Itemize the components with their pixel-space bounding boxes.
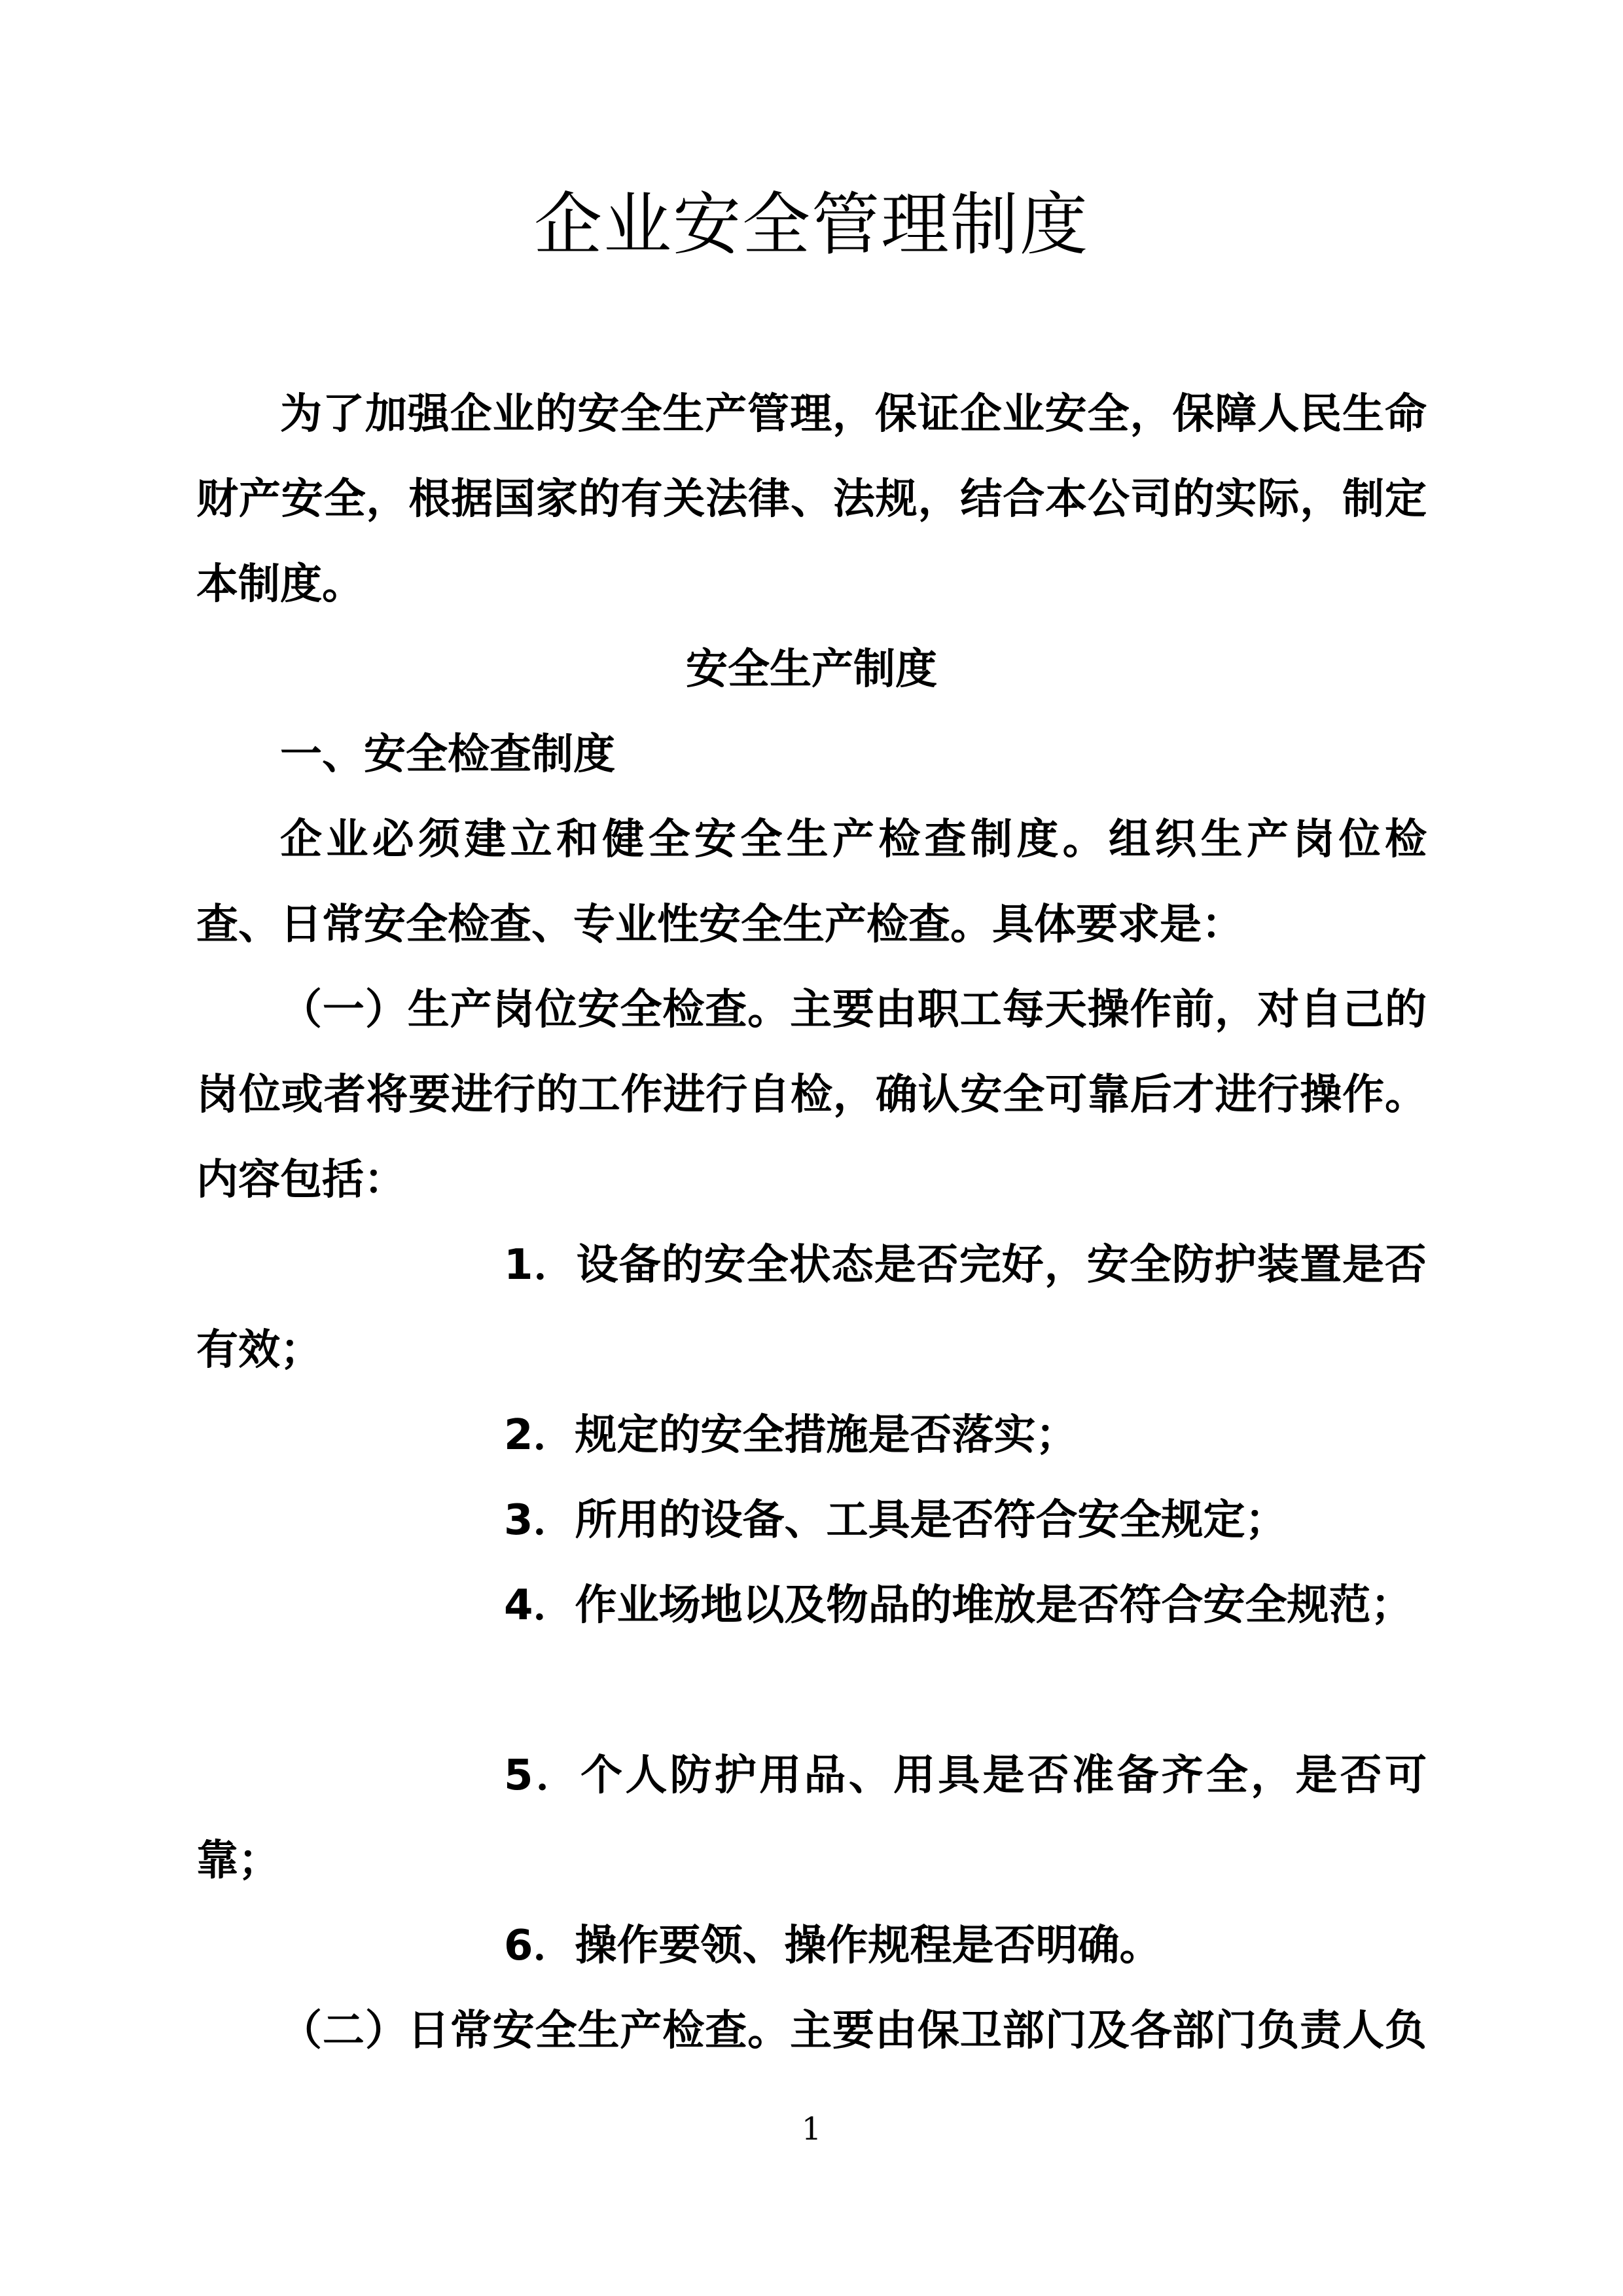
para-requirements-line-1: 企业必须建立和健全安全生产检查制度。组织生产岗位检: [280, 816, 1427, 864]
list-item-3: 3．所用的设备、工具是否符合安全规定；: [504, 1496, 1287, 1545]
list-item-4: 4．作业场地以及物品的堆放是否符合安全规范；: [504, 1581, 1413, 1630]
subsection-heading: 一、安全检查制度: [280, 730, 615, 779]
list-item-5-line-2: 靠；: [196, 1837, 280, 1885]
para-item-one-line-2: 岗位或者将要进行的工作进行自检，确认安全可靠后才进行操作。: [196, 1071, 1427, 1119]
intro-line-2: 财产安全，根据国家的有关法律、法规，结合本公司的实际，制定: [196, 475, 1427, 524]
list-item-2: 2．规定的安全措施是否落实；: [504, 1411, 1078, 1460]
para-requirements-line-2: 查、日常安全检查、专业性安全生产检查。具体要求是：: [196, 901, 1243, 949]
para-item-one-line-1: （一）生产岗位安全检查。主要由职工每天操作前，对自己的: [280, 986, 1427, 1034]
document-body: [196, 372, 1427, 2073]
para-item-two-line-1: （二）日常安全生产检查。主要由保卫部门及各部门负责人负: [280, 2007, 1427, 2055]
intro-line-1: 为了加强企业的安全生产管理，保证企业安全，保障人民生命: [280, 390, 1427, 439]
section-heading: 安全生产制度: [686, 645, 937, 694]
list-item-6: 6．操作要领、操作规程是否明确。: [504, 1922, 1162, 1970]
blank-line: [196, 1648, 1427, 1733]
list-item-1-line-2: 有效；: [196, 1326, 322, 1374]
list-item-5-line-1: 5．个人防护用品、用具是否准备齐全，是否可: [504, 1751, 1427, 1800]
para-item-one-line-3: 内容包括：: [196, 1156, 406, 1204]
list-item-1-line-1: 1．设备的安全状态是否完好，安全防护装置是否: [504, 1241, 1427, 1289]
document-title: 企业安全管理制度: [533, 185, 1089, 264]
intro-line-3: 本制度。: [196, 560, 364, 609]
page-number: 1: [801, 2111, 822, 2147]
